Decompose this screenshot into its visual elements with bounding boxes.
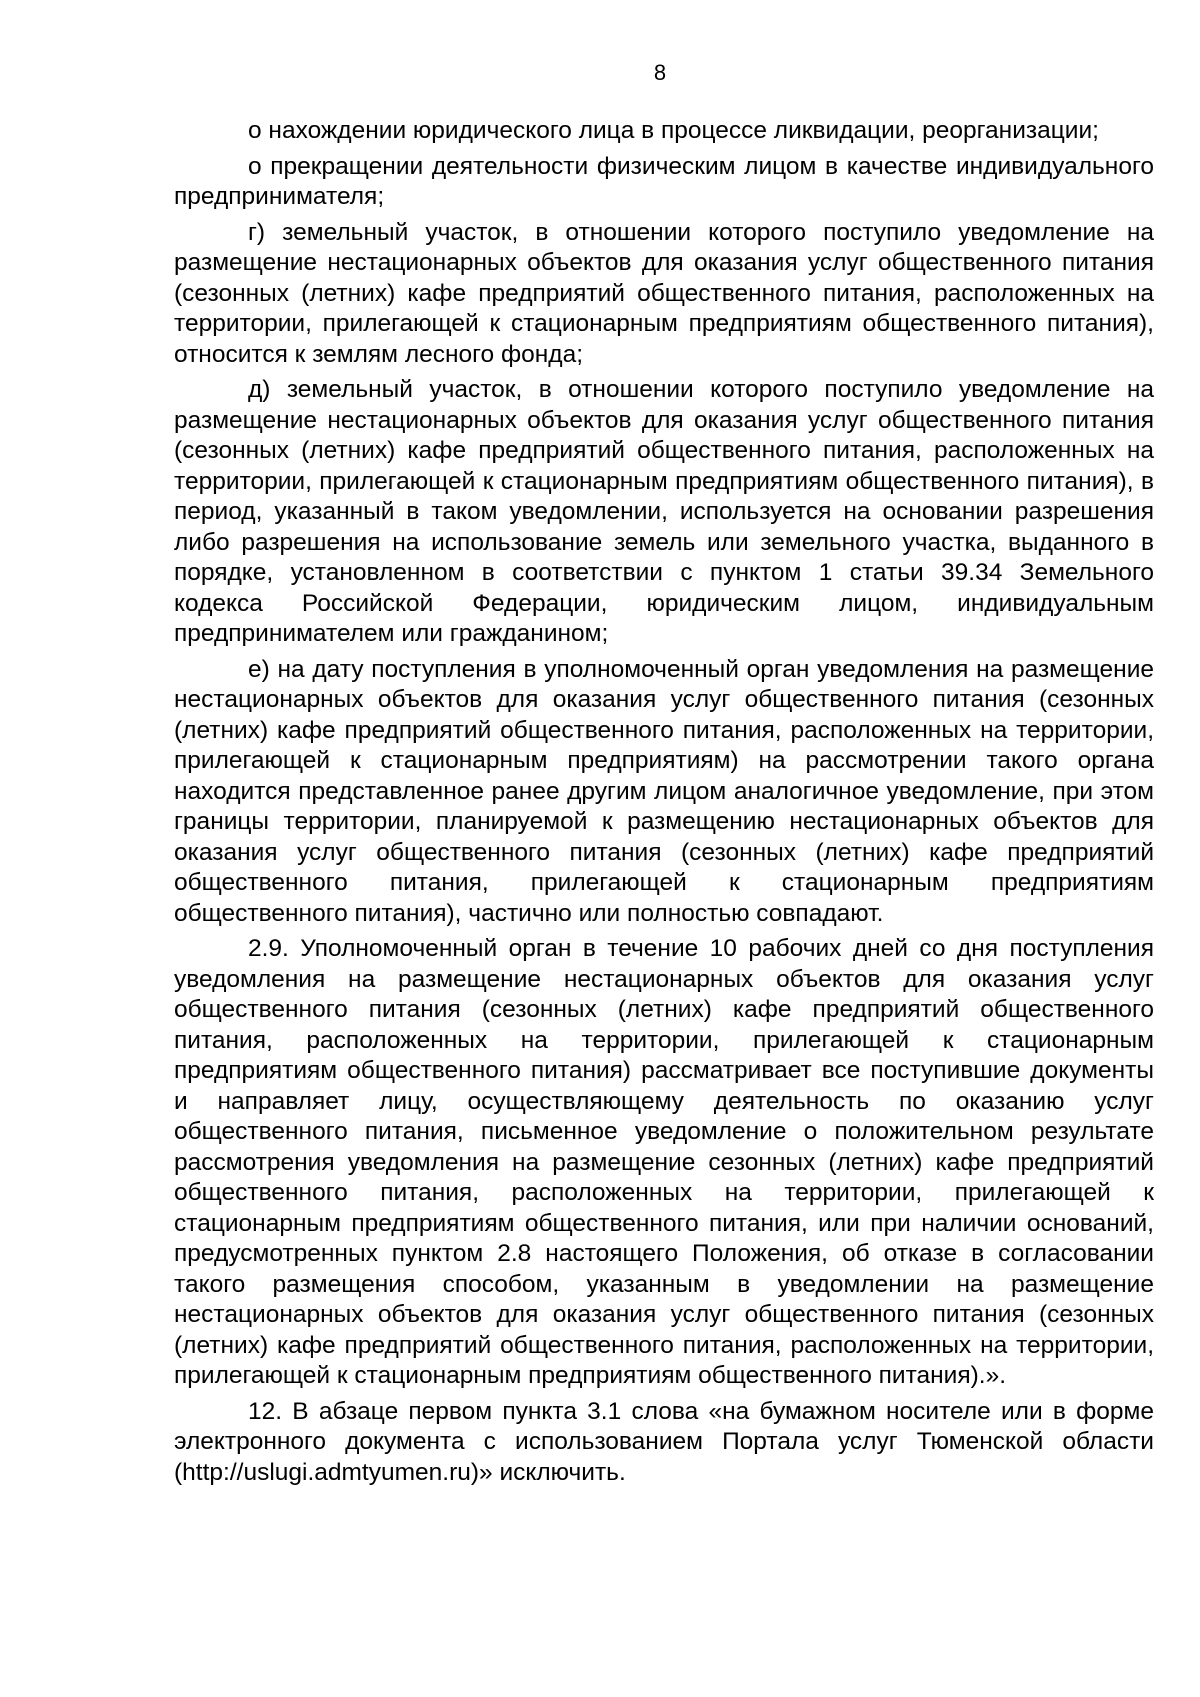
paragraph-termination: о прекращении деятельности физическим лицом в качестве индивидуального предпринимателя;	[174, 152, 1154, 210]
paragraph-g-forest-land: г) земельный участок, в отношении которого поступило уведомление на размещение нестационарных объектов для оказания услуг общественного питания (сезонных (летних) кафе предприятий общественного питания, расположенных на территории, прилегающей к стационарным предприятиям общественного питания), относится к землям лесного фонда;	[174, 218, 1154, 368]
paragraph-e-overlap: е) на дату поступления в уполномоченный орган уведомления на размещение нестационарных объектов для оказания услуг общественного питания (сезонных (летних) кафе предприятий общественного питания, расположенных на территории, прилегающей к стационарным предприятиям) на рассмотрении такого органа находится представленное ранее другим лицом аналогичное уведомление, при этом границы территории, планируемой к размещению нестационарных объектов для оказания услуг общественного питания (сезонных (летних) кафе предприятий общественного питания, прилегающей к стационарным предприятиям общественного питания), частично или полностью совпадают.	[174, 655, 1154, 927]
page-number: 8	[653, 60, 667, 85]
paragraph-liquidation: о нахождении юридического лица в процессе ликвидации, реорганизации;	[248, 117, 1099, 144]
paragraph-2-9: 2.9. Уполномоченный орган в течение 10 рабочих дней со дня поступления уведомления на размещение нестационарных объектов для оказания услуг общественного питания (сезонных (летних) кафе предприятий общественного питания, расположенных на территории, прилегающей к стационарным предприятиям общественного питания) рассматривает все поступившие документы и направляет лицу, осуществляющему деятельность по оказанию услуг общественного питания, письменное уведомление о положительном результате рассмотрения уведомления на размещение сезонных (летних) кафе предприятий общественного питания, расположенных на территории, прилегающей к стационарным предприятиям общественного питания, или при наличии оснований, предусмотренных пунктом 2.8 настоящего Положения, об отказе в согласовании такого размещения способом, указанным в уведомлении на размещение нестационарных объектов для оказания услуг общественного питания (сезонных (летних) кафе предприятий общественного питания, расположенных на территории, прилегающей к стационарным предприятиям общественного питания).».	[174, 935, 1154, 1389]
paragraph-d-permit: д) земельный участок, в отношении которого поступило уведомление на размещение нестационарных объектов для оказания услуг общественного питания (сезонных (летних) кафе предприятий общественного питания, расположенных на территории, прилегающей к стационарным предприятиям общественного питания), в период, указанный в таком уведомлении, используется на основании разрешения либо разрешения на использование земель или земельного участка, выданного в порядке, установленном в соответствии с пунктом 1 статьи 39.34 Земельного кодекса Российской Федерации, юридическим лицом, индивидуальным предпринимателем или гражданином;	[174, 376, 1154, 647]
paragraph-12: 12. В абзаце первом пункта 3.1 слова «на бумажном носителе или в форме электронного документа с использованием Портала услуг Тюменской области (http://uslugi.admtyumen.ru)» исключить.	[174, 1397, 1154, 1486]
document-body	[174, 116, 1154, 1493]
